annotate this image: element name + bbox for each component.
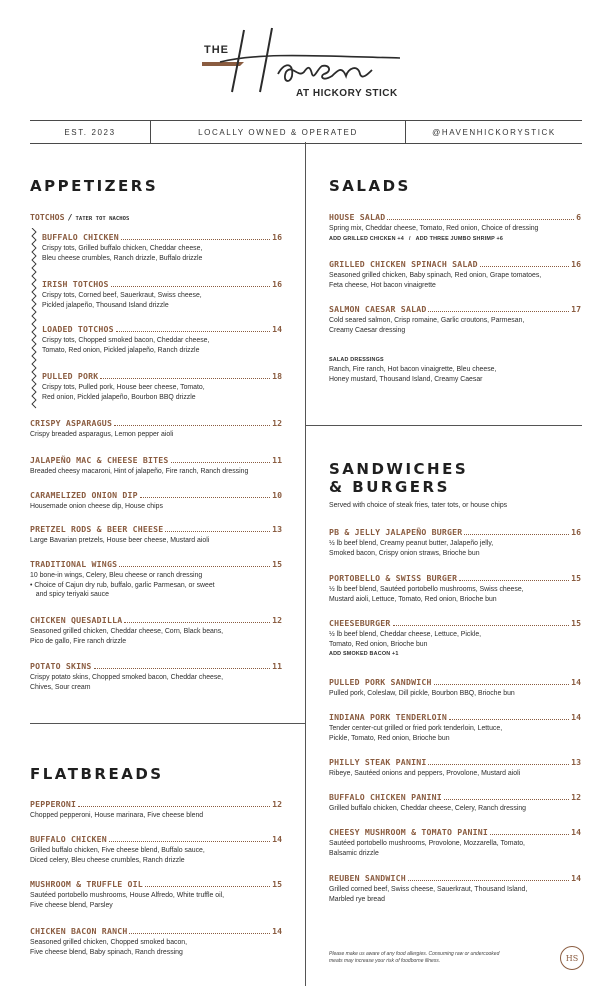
item-name: JALAPEÑO MAC & CHEESE BITES — [30, 455, 169, 465]
item-addon: ADD GRILLED CHICKEN +4 / ADD THREE JUMBO SHRIMP +6 — [329, 235, 504, 242]
menu-item — [42, 279, 282, 310]
item-name: CARAMELIZED ONION DIP — [30, 490, 138, 500]
item-price: 10 — [272, 490, 282, 500]
tagline: LOCALLY OWNED & OPERATED — [151, 121, 406, 143]
item-price: 16 — [272, 232, 282, 242]
item-name: CHEESEBURGER — [329, 618, 391, 628]
menu-item — [30, 661, 282, 692]
item-name: POTATO SKINS — [30, 661, 92, 671]
item-desc: ½ lb beef blend, Creamy peanut butter, Jalapeño jelly, Smoked bacon, Crispy onion straws, Brioche bun — [329, 540, 494, 557]
item-desc: Tender center-cut grilled or fried pork tenderloin, Lettuce, Pickle, Tomato, Red onion, Brioche bun — [329, 725, 503, 742]
item-name: BUFFALO CHICKEN — [30, 834, 107, 844]
item-desc: Pulled pork, Coleslaw, Dill pickle, Bourbon BBQ, Brioche bun — [329, 690, 515, 697]
item-name: MUSHROOM & TRUFFLE OIL — [30, 879, 143, 889]
item-name: BUFFALO CHICKEN — [42, 232, 119, 242]
item-name: CRISPY ASPARAGUS — [30, 418, 113, 428]
item-name: CHICKEN QUESADILLA — [30, 615, 123, 625]
item-price: 6 — [576, 212, 581, 222]
menu-item — [30, 490, 282, 512]
menu-item — [30, 834, 282, 865]
item-name: PULLED PORK — [42, 371, 99, 381]
item-price: 14 — [272, 324, 282, 334]
item-name: PHILLY STEAK PANINI — [329, 757, 427, 767]
totchos-tag: TATER TOT NACHOS — [75, 216, 130, 222]
item-desc: Sautéed portobello mushrooms, House Alfredo, White truffle oil, Five cheese blend, Parsley — [30, 892, 225, 909]
item-name: PEPPERONI — [30, 799, 77, 809]
item-price: 14 — [272, 926, 282, 936]
menu-item — [42, 371, 282, 402]
item-name: CHICKEN BACON RANCH — [30, 926, 128, 936]
menu-item — [30, 559, 282, 600]
sandwiches-intro: Served with choice of steak fries, tater tots, or house chips — [329, 502, 508, 509]
item-price: 12 — [571, 792, 581, 802]
menu-item — [329, 212, 581, 242]
menu-item — [329, 712, 581, 743]
est-year: EST. 2023 — [30, 121, 151, 143]
item-desc: Seasoned grilled chicken, Chopped smoked bacon, Five cheese blend, Baby spinach, Ranch dressing — [30, 939, 188, 956]
item-name: PORTOBELLO & SWISS BURGER — [329, 573, 458, 583]
item-desc: Housemade onion cheese dip, House chips — [30, 503, 163, 510]
brand-the: THE — [204, 44, 229, 56]
totchos-heading: TOTCHOS / TATER TOT NACHOS — [30, 212, 130, 222]
menu-item — [30, 799, 282, 821]
item-price: 16 — [571, 259, 581, 269]
item-price: 12 — [272, 418, 282, 428]
item-desc: Spring mix, Cheddar cheese, Tomato, Red onion, Choice of dressing — [329, 225, 539, 232]
menu-item — [30, 615, 282, 646]
item-name: HOUSE SALAD — [329, 212, 386, 222]
item-price: 12 — [272, 615, 282, 625]
social-handle: @HAVENHICKORYSTICK — [432, 127, 556, 137]
item-desc: Sautéed portobello mushrooms, Provolone, Mozzarella, Tomato, Balsamic drizzle — [329, 840, 525, 857]
menu-item — [329, 259, 581, 290]
totchos-label: TOTCHOS — [30, 212, 65, 222]
item-price: 15 — [571, 618, 581, 628]
item-price: 15 — [272, 559, 282, 569]
menu-item — [329, 757, 581, 779]
menu-item — [30, 524, 282, 546]
column-divider — [305, 142, 306, 986]
item-price: 13 — [571, 757, 581, 767]
item-name: REUBEN SANDWICH — [329, 873, 406, 883]
brand-subtitle: AT HICKORY STICK — [296, 88, 398, 99]
salads-title: SALADS — [329, 177, 411, 195]
item-price: 14 — [571, 712, 581, 722]
menu-item — [30, 879, 282, 910]
item-desc: Ribeye, Sautéed onions and peppers, Provolone, Mustard aioli — [329, 770, 521, 777]
info-bar — [30, 120, 582, 144]
menu-item — [329, 792, 581, 814]
item-price: 14 — [272, 834, 282, 844]
item-price: 16 — [272, 279, 282, 289]
menu-item — [30, 455, 282, 477]
item-desc: Crispy tots, Chopped smoked bacon, Cheddar cheese, Tomato, Red onion, Pickled jalapeño, Ranch drizzle — [42, 337, 210, 354]
item-desc: Chopped pepperoni, House marinara, Five cheese blend — [30, 812, 204, 819]
item-desc: Grilled corned beef, Swiss cheese, Sauerkraut, Thousand Island, Marbled rye bread — [329, 886, 528, 903]
menu-item — [329, 527, 581, 558]
item-desc: 10 bone-in wings, Celery, Bleu cheese or ranch dressing • Choice of Cajun dry rub, buffalo, garlic Parmesan, or sweet and spicy teriyaki sauce — [30, 572, 215, 599]
item-addon: ADD SMOKED BACON +1 — [329, 651, 399, 658]
item-price: 11 — [272, 661, 282, 671]
item-desc: Crispy breaded asparagus, Lemon pepper aioli — [30, 431, 174, 438]
item-desc: Crispy potato skins, Chopped smoked bacon, Cheddar cheese, Chives, Sour cream — [30, 674, 224, 691]
item-desc: Grilled buffalo chicken, Cheddar cheese, Celery, Ranch dressing — [329, 805, 526, 812]
item-name: PRETZEL RODS & BEER CHEESE — [30, 524, 164, 534]
item-price: 15 — [571, 573, 581, 583]
item-price: 13 — [272, 524, 282, 534]
item-desc: Crispy tots, Grilled buffalo chicken, Cheddar cheese, Bleu cheese crumbles, Ranch drizzle, Buffalo drizzle — [42, 245, 203, 262]
menu-item — [329, 677, 581, 699]
item-price: 14 — [571, 873, 581, 883]
item-price: 15 — [272, 879, 282, 889]
item-desc: Seasoned grilled chicken, Baby spinach, Red onion, Grape tomatoes, Feta cheese, Hot bacon vinaigrette — [329, 272, 542, 289]
item-name: BUFFALO CHICKEN PANINI — [329, 792, 442, 802]
item-desc: Large Bavarian pretzels, House beer cheese, Mustard aioli — [30, 537, 210, 544]
item-desc: ½ lb beef blend, Sautéed portobello mushrooms, Swiss cheese, Mustard aioli, Lettuce, Tomato, Red onion, Brioche bun — [329, 586, 524, 603]
item-price: 16 — [571, 527, 581, 537]
item-desc: ½ lb beef blend, Cheddar cheese, Lettuce, Pickle, Tomato, Red onion, Brioche bun — [329, 631, 482, 648]
brand-logo — [200, 22, 412, 104]
appetizers-title: APPETIZERS — [30, 177, 159, 195]
menu-item — [329, 573, 581, 604]
dressings-list: Ranch, Fire ranch, Hot bacon vinaigrette, Bleu cheese, Honey mustard, Thousand Island, Creamy Caesar — [329, 366, 497, 383]
item-price: 18 — [272, 371, 282, 381]
section-divider-left — [30, 723, 305, 724]
item-name: GRILLED CHICKEN SPINACH SALAD — [329, 259, 478, 269]
section-divider-right — [306, 425, 582, 426]
item-desc: Crispy tots, Corned beef, Sauerkraut, Swiss cheese, Pickled jalapeño, Thousand Island drizzle — [42, 292, 202, 309]
menu-item — [30, 418, 282, 440]
menu-item — [329, 873, 581, 904]
item-desc: Seasoned grilled chicken, Cheddar cheese, Corn, Black beans, Pico de gallo, Fire ranch drizzle — [30, 628, 224, 645]
menu-item — [42, 324, 282, 355]
menu-item — [329, 618, 581, 657]
flatbreads-title: FLATBREADS — [30, 765, 164, 783]
menu-item — [329, 304, 581, 335]
item-price: 14 — [571, 677, 581, 687]
menu-item — [42, 232, 282, 263]
totchos-zigzag-bracket — [30, 228, 38, 410]
menu-item — [30, 926, 282, 957]
item-name: LOADED TOTCHOS — [42, 324, 114, 334]
salad-dressings — [329, 355, 581, 384]
item-name: PULLED PORK SANDWICH — [329, 677, 432, 687]
sandwiches-title: SANDWICHES & BURGERS — [329, 460, 469, 496]
item-price: 17 — [571, 304, 581, 314]
dressings-label: SALAD DRESSINGS — [329, 357, 384, 363]
item-name: IRISH TOTCHOS — [42, 279, 109, 289]
item-name: CHEESY MUSHROOM & TOMATO PANINI — [329, 827, 489, 837]
hs-monogram-badge: HS — [560, 946, 584, 970]
allergy-note: Please make us aware of any food allergies. Consuming raw or undercooked meats may increase your risk of foodborne illness. — [329, 951, 500, 964]
item-desc: Grilled buffalo chicken, Five cheese blend, Buffalo sauce, Diced celery, Bleu cheese crumbles, Ranch drizzle — [30, 847, 205, 864]
item-price: 11 — [272, 455, 282, 465]
item-name: PB & JELLY JALAPEÑO BURGER — [329, 527, 463, 537]
menu-item — [329, 827, 581, 858]
item-desc: Cold seared salmon, Crisp romaine, Garlic croutons, Parmesan, Creamy Caesar dressing — [329, 317, 525, 334]
item-desc: Breaded cheesy macaroni, Hint of jalapeño, Fire ranch, Ranch dressing — [30, 468, 249, 475]
item-name: SALMON CAESAR SALAD — [329, 304, 427, 314]
item-desc: Crispy tots, Pulled pork, House beer cheese, Tomato, Red onion, Pickled jalapeño, Bourbon BBQ drizzle — [42, 384, 205, 401]
item-name: TRADITIONAL WINGS — [30, 559, 118, 569]
item-name: INDIANA PORK TENDERLOIN — [329, 712, 447, 722]
item-price: 12 — [272, 799, 282, 809]
item-price: 14 — [571, 827, 581, 837]
